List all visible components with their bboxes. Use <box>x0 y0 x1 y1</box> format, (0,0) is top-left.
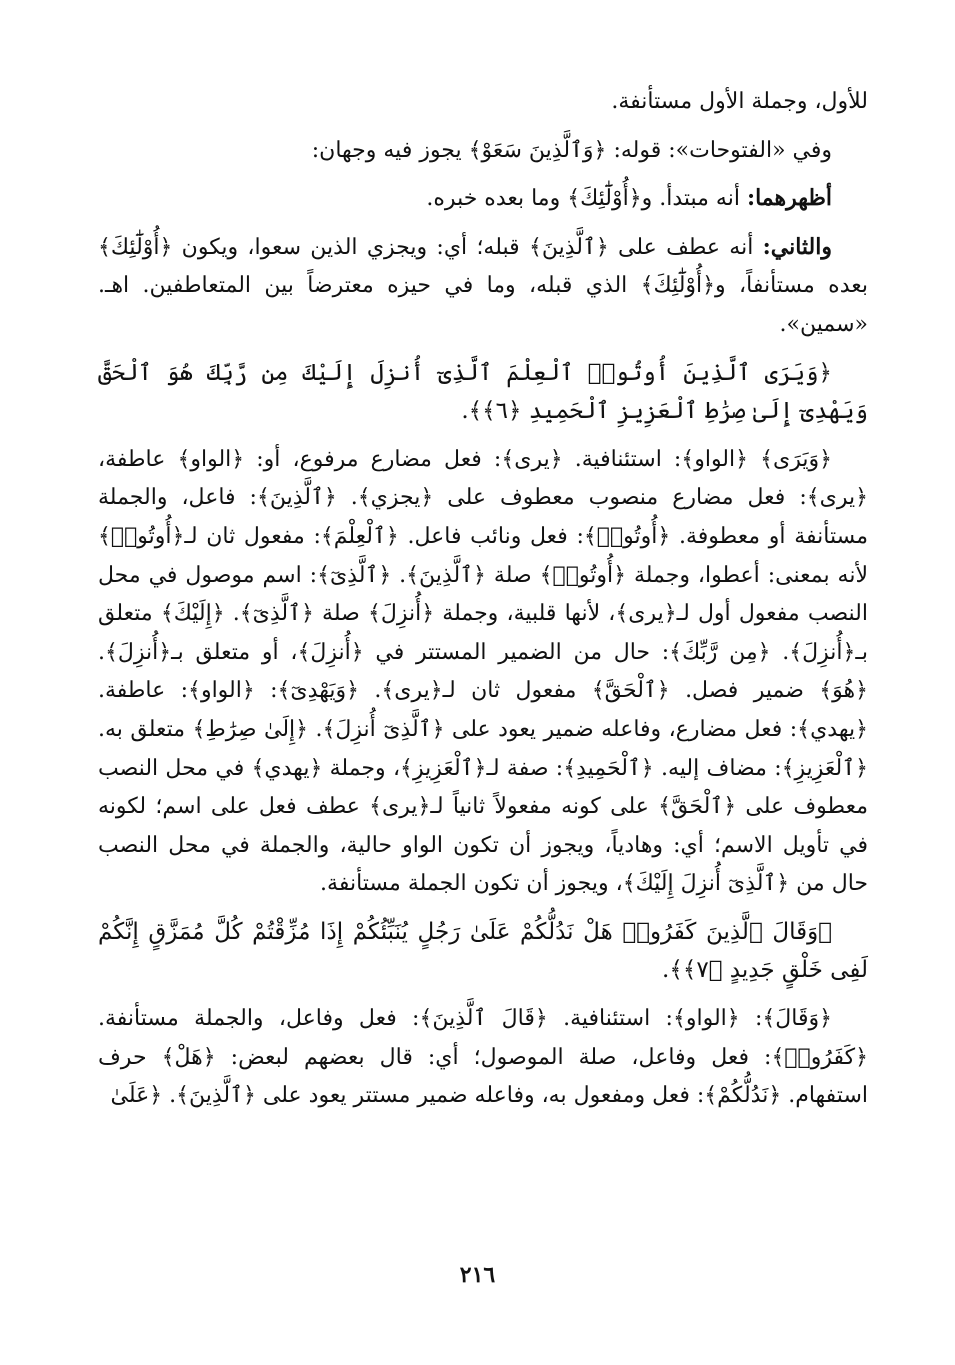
paragraph-4-text: أنه عطف على ﴿ٱلَّذِينَ﴾ قبله؛ أي: ويجزي الذين سعوا، ويكون ﴿أُوْلَٰٓئِكَ﴾ بعده مستأنفاً، و﴿أُوْلَٰٓئِكَ﴾ الذي قبله، وما في حيزه معترضاً بين المتعاطفين. اهـ. «سمين». <box>98 234 868 337</box>
page-body <box>98 82 868 1262</box>
paragraph-4 <box>98 228 868 345</box>
paragraph-1 <box>98 82 868 122</box>
paragraph-4-lead: والثاني: <box>762 233 832 260</box>
paragraph-1-text: للأول، وجملة الأول مستأنفة. <box>611 89 868 114</box>
quran-verse-6 <box>98 354 868 431</box>
paragraph-grammar-verse-6 <box>98 440 868 904</box>
quran-verse-7 <box>98 913 868 990</box>
quran-verse-7-text: ﴿وَقَالَ ٱلَّذِينَ كَفَرُوا۟ هَلْ نَدُلُّكُمْ عَلَىٰ رَجُلٍ يُنَبِّئُكُمْ إِذَا مُزِّقْتُمْ كُلَّ مُمَزَّقٍ إِنَّكُمْ لَفِى خَلْقٍ جَدِيدٍ ﴿٧﴾﴾. <box>98 918 868 984</box>
paragraph-grammar-verse-6-text: ﴿وَيَرَى﴾ ﴿الواو﴾: استئنافية. ﴿يرى﴾: فعل مضارع مرفوع، أو: ﴿الواو﴾ عاطفة، ﴿يرى﴾: فعل مضارع منصوب معطوف على ﴿يجزي﴾. ﴿ٱلَّذِينَ﴾: فاعل، والجملة مستأنفة أو معطوفة. ﴿أُوتُوا۟﴾: فعل ونائب فاعل. ﴿ٱلْعِلْمَ﴾: مفعول ثان لـ﴿أُوتُوا۟﴾ لأنه بمعنى: أعطوا، وجملة ﴿أُوتُوا۟﴾ صلة ﴿ٱلَّذِينَ﴾. ﴿ٱلَّذِىٓ﴾: اسم موصول في محل النصب مفعول أول لـ﴿يرى﴾، لأنها قلبية، وجملة ﴿أُنزِلَ﴾ صلة ﴿ٱلَّذِىٓ﴾. ﴿إِلَيْكَ﴾ متعلق بـ﴿أُنزِلَ﴾. ﴿مِن رَّبِّكَ﴾: حال من الضمير المستتر في ﴿أُنزِلَ﴾، أو متعلق بـ﴿أُنزِلَ﴾. ﴿هُوَ﴾ ضمير فصل. ﴿ٱلْحَقَّ﴾ مفعول ثان لـ﴿يرى﴾. ﴿وَيَهْدِىٓ﴾: ﴿الواو﴾: عاطفة. ﴿يهدي﴾: فعل مضارع، وفاعله ضمير يعود على ﴿ٱلَّذِىٓ أُنزِلَ﴾. ﴿إِلَىٰ صِرَٰطِ﴾ متعلق به. ﴿ٱلْعَزِيزِ﴾: مضاف إليه. ﴿ٱلْحَمِيدِ﴾: صفة لـ﴿ٱلْعَزِيزِ﴾، وجملة ﴿يهدي﴾ في محل النصب معطوف على ﴿ٱلْحَقَّ﴾ على كونه مفعولاً ثانياً لـ﴿يرى﴾ عطف فعل على اسم؛ لكونه في تأويل الاسم؛ أي: وهادياً، ويجوز أن تكون الواو حالية، والجملة في محل النصب حال من ﴿ٱلَّذِىٓ أُنزِلَ إِلَيْكَ﴾، ويجوز أن تكون الجملة مستأنفة. <box>98 446 868 897</box>
page-number: ٢١٦ <box>459 1262 496 1288</box>
paragraph-3-lead: أظهرهما: <box>746 185 832 212</box>
quran-verse-6-text: ﴿وَيَرَى ٱلَّذِينَ أُوتُوا۟ ٱلْعِلْمَ ٱلَّذِىٓ أُنزِلَ إِلَيْكَ مِن رَّبِّكَ هُوَ ٱلْحَقَّ وَيَهْدِىٓ إِلَىٰ صِرَٰطِ ٱلْعَزِيزِ ٱلْحَمِيدِ ﴿٦﴾﴾. <box>98 359 868 425</box>
paragraph-3-text: أنه مبتدأ. و﴿أُوْلَٰٓئِكَ﴾ وما بعده خبره. <box>426 186 747 212</box>
paragraph-2-text: وفي «الفتوحات»: قوله: ﴿وَٱلَّذِينَ سَعَوْ﴾ يجوز فيه وجهان: <box>311 137 832 163</box>
paragraph-grammar-verse-7 <box>98 999 868 1116</box>
paragraph-grammar-verse-7-text: ﴿وَقَالَ﴾: ﴿الواو﴾: استئنافية. ﴿قَالَ ٱلَّذِينَ﴾: فعل وفاعل، والجملة مستأنفة. ﴿كَفَرُوا۟﴾: فعل وفاعل، صلة الموصول؛ أي: قال بعضهم لبعض: ﴿هَلْ﴾ حرف استفهام. ﴿نَدُلُّكُمْ﴾: فعل ومفعول به، وفاعله ضمير مستتر يعود على ﴿ٱلَّذِينَ﴾. ﴿عَلَىٰ <box>98 1006 868 1109</box>
paragraph-2 <box>98 131 868 171</box>
paragraph-3 <box>98 179 868 219</box>
